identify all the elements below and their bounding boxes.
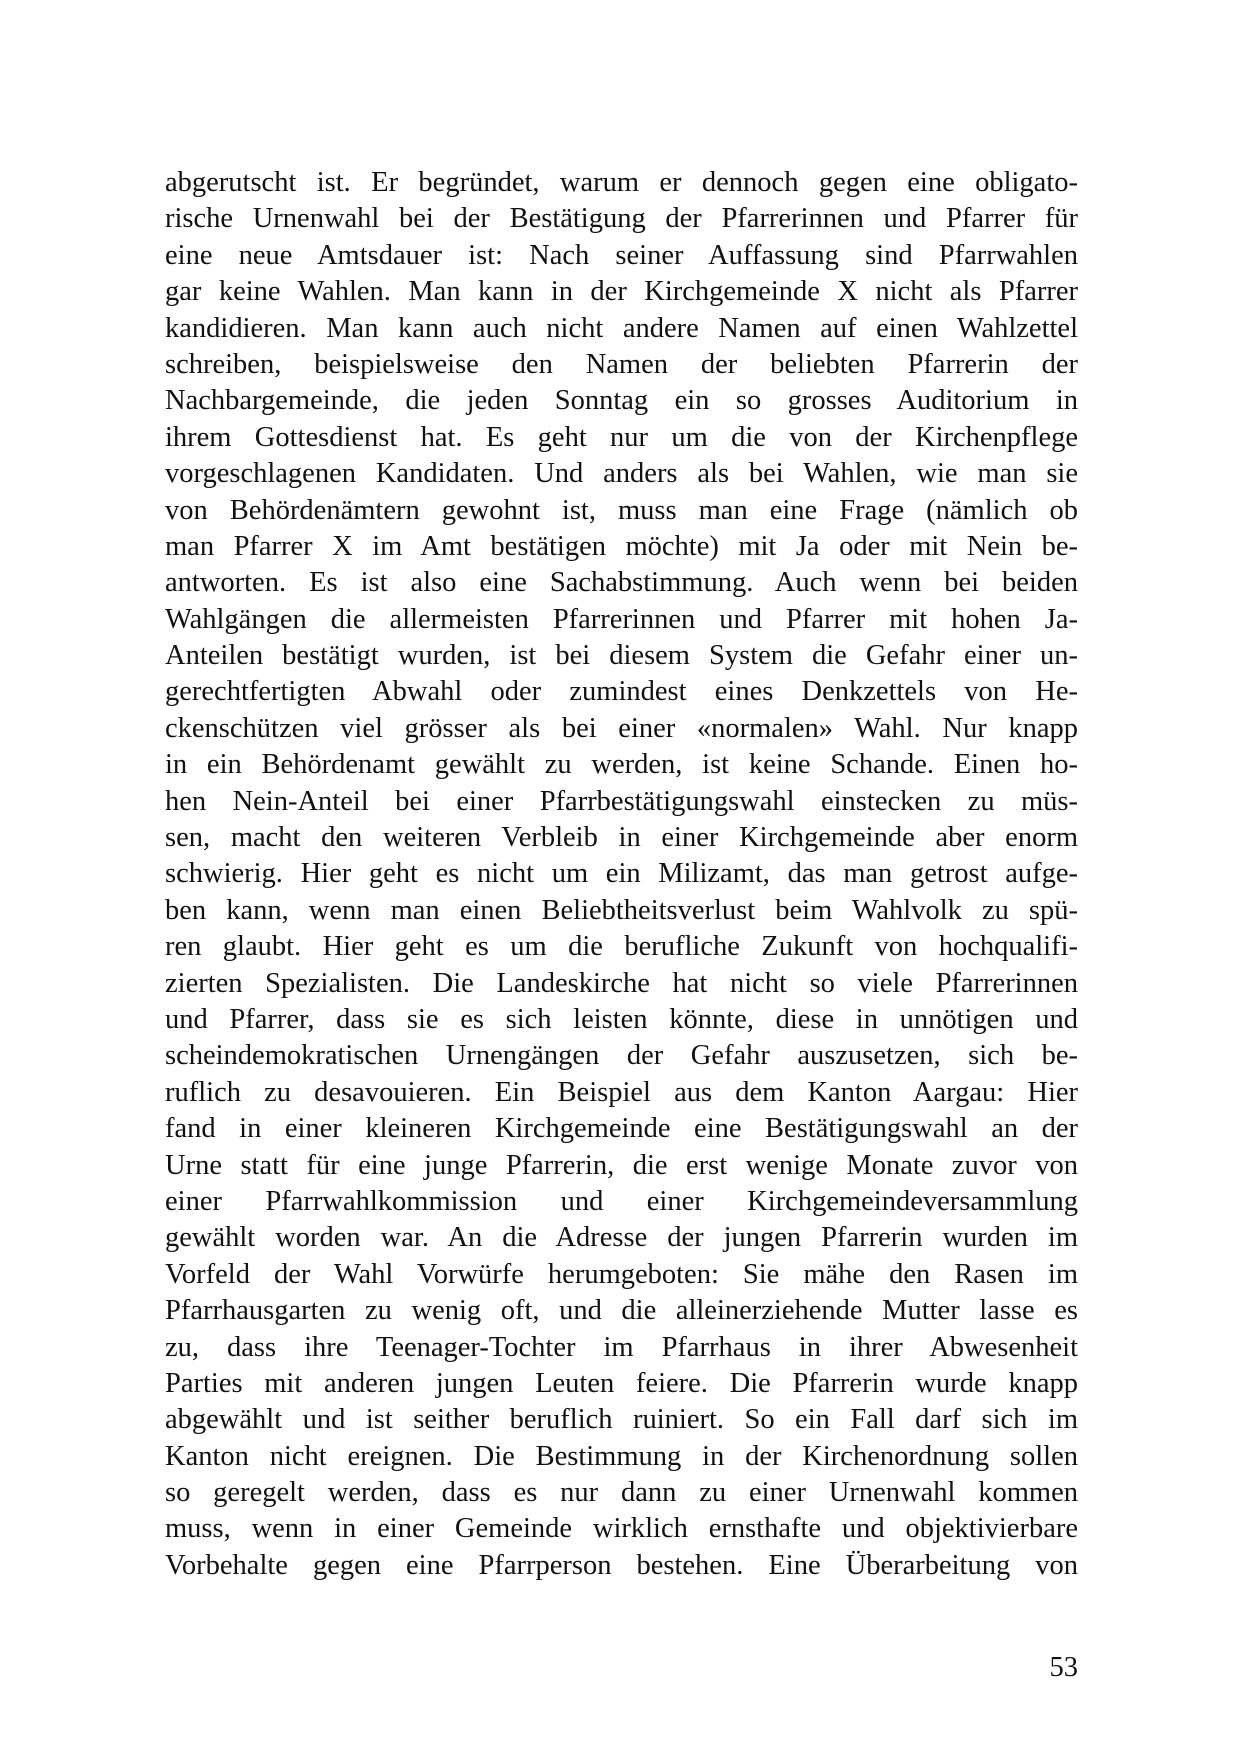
text-line: Wahlgängen die allermeisten Pfarrerinnen und Pfarrer mit hohen Ja- — [165, 603, 1078, 635]
text-line: gerechtfertigten Abwahl oder zumindest eines Denkzettels von He- — [165, 676, 1078, 708]
text-line: abgerutscht ist. Er begründet, warum er dennoch gegen eine obligato- — [165, 167, 1078, 198]
text-line: fand in einer kleineren Kirchgemeinde eine Bestätigungswahl an der — [165, 1113, 1078, 1145]
text-line: sen, macht den weiteren Verbleib in einer Kirchgemeinde aber enorm — [165, 822, 1078, 854]
text-line: so geregelt werden, dass es nur dann zu einer Urnenwahl kommen — [165, 1477, 1078, 1509]
text-line: von Behördenämtern gewohnt ist, muss man eine Frage (nämlich ob — [165, 494, 1078, 526]
text-line: scheindemokratischen Urnengängen der Gefahr auszusetzen, sich be- — [165, 1040, 1078, 1072]
text-line: man Pfarrer X im Amt bestätigen möchte) mit Ja oder mit Nein be- — [165, 530, 1078, 562]
text-line: zierten Spezialisten. Die Landeskirche hat nicht so viele Pfarrerinnen — [165, 967, 1078, 999]
text-line: ihrem Gottesdienst hat. Es geht nur um die von der Kirchenpflege — [165, 421, 1078, 453]
text-line: hen Nein-Anteil bei einer Pfarrbestätigungswahl einstecken zu müs- — [165, 785, 1078, 817]
text-line: gewählt worden war. An die Adresse der jungen Pfarrerin wurden im — [165, 1222, 1078, 1254]
text-line: rische Urnenwahl bei der Bestätigung der Pfarrerinnen und Pfarrer für — [165, 203, 1078, 235]
text-line: ren glaubt. Hier geht es um die berufliche Zukunft von hochqualifi- — [165, 931, 1078, 963]
text-line: vorgeschlagenen Kandidaten. Und anders als bei Wahlen, wie man sie — [165, 458, 1078, 490]
text-line: Urne statt für eine junge Pfarrerin, die erst wenige Monate zuvor von — [165, 1149, 1078, 1181]
text-line: antworten. Es ist also eine Sachabstimmung. Auch wenn bei beiden — [165, 567, 1078, 599]
text-line: Anteilen bestätigt wurden, ist bei diesem System die Gefahr einer un- — [165, 640, 1078, 672]
text-line: schreiben, beispielsweise den Namen der beliebten Pfarrerin der — [165, 348, 1078, 380]
text-line: gar keine Wahlen. Man kann in der Kirchgemeinde X nicht als Pfarrer — [165, 276, 1078, 308]
text-line: kandidieren. Man kann auch nicht andere Namen auf einen Wahlzettel — [165, 312, 1078, 344]
text-line: ckenschützen viel grösser als bei einer «normalen» Wahl. Nur knapp — [165, 712, 1078, 744]
text-line: muss, wenn in einer Gemeinde wirklich ernsthafte und objektivierbare — [165, 1513, 1078, 1545]
text-line: in ein Behördenamt gewählt zu werden, ist keine Schande. Einen ho- — [165, 749, 1078, 781]
text-line: Kanton nicht ereignen. Die Bestimmung in der Kirchenordnung sollen — [165, 1440, 1078, 1472]
text-line: schwierig. Hier geht es nicht um ein Milizamt, das man getrost aufge- — [165, 858, 1078, 890]
text-line: einer Pfarrwahlkommission und einer Kirchgemeindeversammlung — [165, 1185, 1078, 1217]
text-line: Nachbargemeinde, die jeden Sonntag ein so grosses Auditorium in — [165, 385, 1078, 417]
page-number: 53 — [1049, 1652, 1078, 1683]
text-line: abgewählt und ist seither beruflich ruiniert. So ein Fall darf sich im — [165, 1404, 1078, 1436]
body-text — [165, 165, 1078, 1584]
text-line: Vorfeld der Wahl Vorwürfe herumgeboten: Sie mähe den Rasen im — [165, 1258, 1078, 1290]
text-line: eine neue Amtsdauer ist: Nach seiner Auffassung sind Pfarrwahlen — [165, 239, 1078, 271]
text-line: Vorbehalte gegen eine Pfarrperson bestehen. Eine Überarbeitung von — [165, 1549, 1078, 1581]
text-line: Parties mit anderen jungen Leuten feiere. Die Pfarrerin wurde knapp — [165, 1367, 1078, 1399]
text-line: zu, dass ihre Teenager-Tochter im Pfarrhaus in ihrer Abwesenheit — [165, 1331, 1078, 1363]
text-line: und Pfarrer, dass sie es sich leisten könnte, diese in unnötigen und — [165, 1003, 1078, 1035]
text-line: ben kann, wenn man einen Beliebtheitsverlust beim Wahlvolk zu spü- — [165, 894, 1078, 926]
text-line: Pfarrhausgarten zu wenig oft, und die alleinerziehende Mutter lasse es — [165, 1295, 1078, 1327]
text-line: ruflich zu desavouieren. Ein Beispiel aus dem Kanton Aargau: Hier — [165, 1076, 1078, 1108]
